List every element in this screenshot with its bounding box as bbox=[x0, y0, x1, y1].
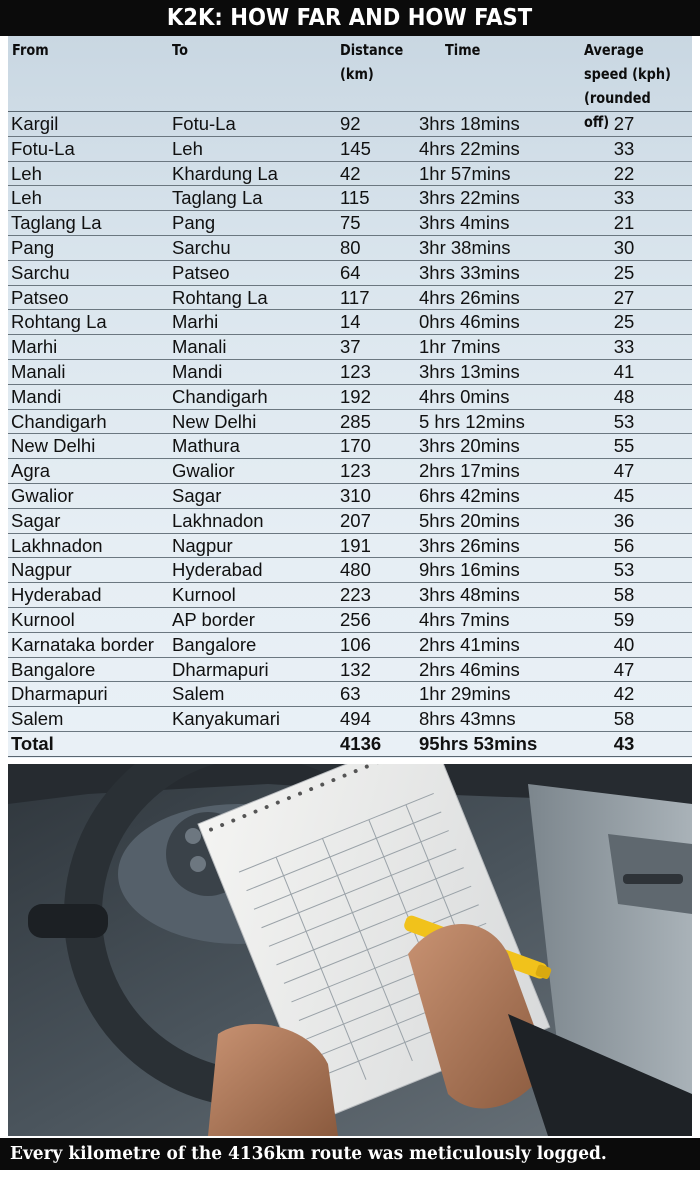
cell-time: 2hrs 41mins bbox=[419, 633, 520, 655]
cell-distance: 64 bbox=[340, 261, 361, 283]
cell-distance: 80 bbox=[340, 236, 361, 258]
cell-to: Kanyakumari bbox=[172, 708, 280, 730]
table-row bbox=[8, 112, 692, 137]
table-row bbox=[8, 658, 692, 683]
table-row bbox=[8, 509, 692, 534]
total-distance: 4136 bbox=[340, 732, 382, 754]
header-to: To bbox=[172, 41, 188, 59]
cell-speed: 21 bbox=[613, 212, 635, 234]
cell-distance: 192 bbox=[340, 385, 371, 407]
cell-to: Mandi bbox=[172, 360, 223, 382]
cell-speed: 33 bbox=[613, 137, 635, 159]
cell-speed: 56 bbox=[613, 534, 635, 556]
cell-speed: 33 bbox=[613, 187, 635, 209]
cell-time: 3hrs 18mins bbox=[419, 113, 520, 134]
table-row bbox=[8, 707, 692, 732]
cell-to: New Delhi bbox=[172, 410, 257, 432]
table-row bbox=[8, 608, 692, 633]
cell-to: Kurnool bbox=[172, 584, 236, 606]
cell-distance: 132 bbox=[340, 658, 371, 680]
cell-time: 3hrs 22mins bbox=[419, 187, 520, 209]
cell-speed: 27 bbox=[613, 286, 635, 308]
cell-to: Nagpur bbox=[172, 534, 233, 556]
cell-to: Rohtang La bbox=[172, 286, 268, 308]
cell-distance: 480 bbox=[340, 559, 371, 581]
cell-time: 2hrs 17mins bbox=[419, 460, 520, 482]
cell-from: Marhi bbox=[11, 336, 58, 358]
table-row bbox=[8, 459, 692, 484]
cell-from: Bangalore bbox=[11, 658, 96, 680]
table-body bbox=[8, 112, 692, 732]
cell-distance: 123 bbox=[340, 360, 371, 382]
cell-to: Patseo bbox=[172, 261, 230, 283]
cell-to: Dharmapuri bbox=[172, 658, 269, 680]
cell-from: Sagar bbox=[11, 509, 61, 531]
cell-distance: 106 bbox=[340, 633, 371, 655]
cell-time: 4hrs 26mins bbox=[419, 286, 520, 308]
photo-illustration bbox=[8, 764, 692, 1136]
total-row bbox=[8, 732, 692, 757]
cell-distance: 191 bbox=[340, 534, 371, 556]
cell-distance: 123 bbox=[340, 460, 371, 482]
cell-speed: 53 bbox=[613, 410, 635, 432]
cell-time: 2hrs 46mins bbox=[419, 658, 520, 680]
cell-speed: 30 bbox=[613, 236, 635, 258]
header-time: Time bbox=[445, 41, 481, 59]
cell-to: Pang bbox=[172, 212, 216, 234]
cell-speed: 40 bbox=[613, 633, 635, 655]
cell-to: Manali bbox=[172, 336, 227, 358]
cell-to: Khardung La bbox=[172, 162, 278, 184]
cell-time: 1hr 57mins bbox=[419, 162, 511, 184]
title-text: K2K: HOW FAR AND HOW FAST bbox=[167, 5, 533, 31]
cell-speed: 42 bbox=[613, 683, 635, 705]
cell-from: Chandigarh bbox=[11, 410, 107, 432]
cell-to: Hyderabad bbox=[172, 559, 263, 581]
cell-speed: 48 bbox=[613, 385, 635, 407]
cell-time: 3hrs 48mins bbox=[419, 584, 520, 606]
table-row bbox=[8, 236, 692, 261]
cell-to: Gwalior bbox=[172, 460, 235, 482]
cell-to: Leh bbox=[172, 137, 203, 159]
total-time: 95hrs 53mins bbox=[419, 732, 538, 754]
caption-text: Every kilometre of the 4136km route was meticulously logged. bbox=[10, 1144, 607, 1164]
page-title bbox=[0, 0, 700, 36]
cell-time: 9hrs 16mins bbox=[419, 559, 520, 581]
cell-from: Leh bbox=[11, 187, 42, 209]
cell-speed: 47 bbox=[613, 460, 635, 482]
cell-speed: 47 bbox=[613, 658, 635, 680]
cell-time: 1hr 7mins bbox=[419, 336, 501, 358]
table-row bbox=[8, 335, 692, 360]
cell-distance: 75 bbox=[340, 212, 361, 234]
table-row bbox=[8, 534, 692, 559]
cell-from: Gwalior bbox=[11, 484, 74, 506]
distance-speed-table bbox=[8, 36, 692, 758]
cell-time: 3hrs 13mins bbox=[419, 360, 520, 382]
cell-to: Mathura bbox=[172, 435, 240, 457]
cell-speed: 36 bbox=[613, 509, 635, 531]
cell-from: Sarchu bbox=[11, 261, 70, 283]
cell-time: 3hrs 33mins bbox=[419, 261, 520, 283]
cell-from: Lakhnadon bbox=[11, 534, 103, 556]
cell-to: Marhi bbox=[172, 311, 219, 333]
bottom-margin bbox=[0, 1170, 700, 1179]
table-row bbox=[8, 286, 692, 311]
cell-from: Hyderabad bbox=[11, 584, 102, 606]
cell-from: Patseo bbox=[11, 286, 69, 308]
cell-time: 0hrs 46mins bbox=[419, 311, 520, 333]
table-row bbox=[8, 360, 692, 385]
cell-from: Leh bbox=[11, 162, 42, 184]
cell-distance: 63 bbox=[340, 683, 361, 705]
cell-from: Karnataka border bbox=[11, 633, 154, 655]
cell-to: Lakhnadon bbox=[172, 509, 264, 531]
cell-speed: 27 bbox=[613, 113, 635, 134]
cell-time: 3hrs 26mins bbox=[419, 534, 520, 556]
cell-to: Taglang La bbox=[172, 187, 263, 209]
cell-from: Mandi bbox=[11, 385, 62, 407]
cell-from: Kargil bbox=[11, 113, 59, 134]
cell-speed: 55 bbox=[613, 435, 635, 457]
photo-logbook-in-car bbox=[8, 764, 692, 1136]
cell-from: Agra bbox=[11, 460, 51, 482]
cell-time: 4hrs 0mins bbox=[419, 385, 510, 407]
cell-speed: 45 bbox=[613, 484, 635, 506]
table-row bbox=[8, 186, 692, 211]
cell-time: 5hrs 20mins bbox=[419, 509, 520, 531]
cell-from: New Delhi bbox=[11, 435, 96, 457]
cell-speed: 22 bbox=[613, 162, 635, 184]
cell-to: Fotu-La bbox=[172, 113, 236, 134]
cell-distance: 256 bbox=[340, 608, 371, 630]
cell-time: 4hrs 7mins bbox=[419, 608, 510, 630]
cell-distance: 115 bbox=[340, 187, 370, 209]
cell-time: 3hrs 20mins bbox=[419, 435, 520, 457]
cell-distance: 37 bbox=[340, 336, 361, 358]
table-row bbox=[8, 137, 692, 162]
cell-distance: 310 bbox=[340, 484, 371, 506]
cell-distance: 117 bbox=[340, 286, 370, 308]
cell-speed: 25 bbox=[613, 311, 635, 333]
header-distance: Distance (km) bbox=[340, 41, 404, 83]
cell-from: Manali bbox=[11, 360, 66, 382]
cell-time: 3hr 38mins bbox=[419, 236, 511, 258]
wiper-stalk bbox=[28, 904, 108, 938]
table-row bbox=[8, 410, 692, 435]
cell-distance: 42 bbox=[340, 162, 361, 184]
cell-distance: 14 bbox=[340, 311, 361, 333]
cell-speed: 41 bbox=[613, 360, 635, 382]
cell-to: Sagar bbox=[172, 484, 222, 506]
cell-speed: 58 bbox=[613, 708, 635, 730]
cell-to: AP border bbox=[172, 608, 255, 630]
cell-from: Nagpur bbox=[11, 559, 72, 581]
cell-distance: 223 bbox=[340, 584, 371, 606]
cell-time: 1hr 29mins bbox=[419, 683, 511, 705]
cell-to: Bangalore bbox=[172, 633, 257, 655]
cell-time: 8hrs 43mns bbox=[419, 708, 516, 730]
cell-to: Salem bbox=[172, 683, 225, 705]
cell-from: Pang bbox=[11, 236, 55, 258]
header-average-speed: Average speed (kph) (rounded off) bbox=[584, 41, 671, 131]
total-speed: 43 bbox=[613, 732, 635, 754]
table-row bbox=[8, 633, 692, 658]
table-row bbox=[8, 310, 692, 335]
cell-time: 4hrs 22mins bbox=[419, 137, 520, 159]
table-row bbox=[8, 682, 692, 707]
cell-from: Kurnool bbox=[11, 608, 75, 630]
header-from: From bbox=[12, 41, 49, 59]
table-row bbox=[8, 211, 692, 236]
cell-distance: 170 bbox=[340, 435, 371, 457]
cell-to: Sarchu bbox=[172, 236, 231, 258]
cell-time: 3hrs 4mins bbox=[419, 212, 510, 234]
table-row bbox=[8, 162, 692, 187]
photo-caption bbox=[0, 1138, 700, 1170]
table-row bbox=[8, 484, 692, 509]
cell-time: 5 hrs 12mins bbox=[419, 410, 525, 432]
cell-from: Rohtang La bbox=[11, 311, 107, 333]
table-row bbox=[8, 434, 692, 459]
cell-distance: 207 bbox=[340, 509, 371, 531]
cell-from: Salem bbox=[11, 708, 64, 730]
cell-from: Taglang La bbox=[11, 212, 102, 234]
cell-speed: 25 bbox=[613, 261, 635, 283]
cell-distance: 145 bbox=[340, 137, 371, 159]
cell-to: Chandigarh bbox=[172, 385, 268, 407]
cell-distance: 285 bbox=[340, 410, 371, 432]
total-label: Total bbox=[11, 732, 54, 754]
table-row bbox=[8, 558, 692, 583]
table-row bbox=[8, 385, 692, 410]
cell-distance: 92 bbox=[340, 113, 361, 134]
table-row bbox=[8, 261, 692, 286]
cell-from: Dharmapuri bbox=[11, 683, 108, 705]
door-handle bbox=[623, 874, 683, 884]
cell-from: Fotu-La bbox=[11, 137, 75, 159]
cell-distance: 494 bbox=[340, 708, 371, 730]
cell-speed: 33 bbox=[613, 336, 635, 358]
table-row bbox=[8, 583, 692, 608]
cell-speed: 53 bbox=[613, 559, 635, 581]
cell-speed: 59 bbox=[613, 608, 635, 630]
cell-speed: 58 bbox=[613, 584, 635, 606]
cell-time: 6hrs 42mins bbox=[419, 484, 520, 506]
